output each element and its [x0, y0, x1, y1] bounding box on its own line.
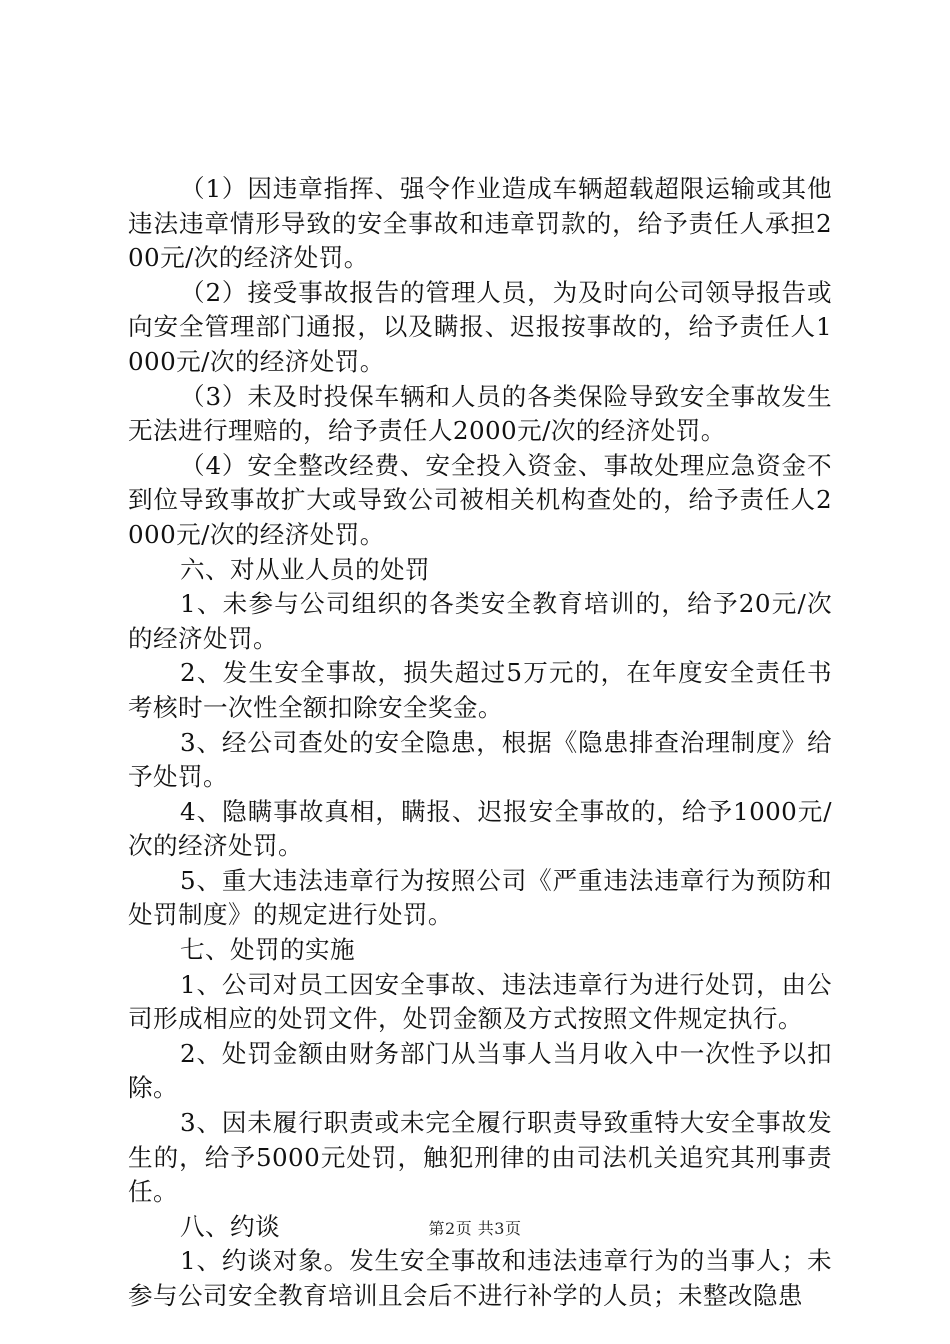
paragraph-staff-2: 2、发生安全事故，损失超过5万元的，在年度安全责任书考核时一次性全额扣除安全奖金。 — [128, 658, 832, 722]
section-heading-6: 六、对从业人员的处罚 — [180, 554, 430, 584]
paragraph-penalty-2: （2）接受事故报告的管理人员，为及时向公司领导报告或向安全管理部门通报，以及瞒报、迟报按事故的，给予责任人1000元/次的经济处罚。 — [128, 277, 832, 376]
paragraph-implementation-3: 3、因未履行职责或未完全履行职责导致重特大安全事故发生的，给予5000元处罚，触犯刑律的由司法机关追究其刑事责任。 — [128, 1108, 832, 1207]
paragraph-staff-4: 4、隐瞒事故真相，瞒报、迟报安全事故的，给予1000元/次的经济处罚。 — [128, 796, 832, 861]
section-heading-7: 七、处罚的实施 — [180, 935, 355, 965]
paragraph-interview-1: 1、约谈对象。发生安全事故和违法违章行为的当事人；未参与公司安全教育培训且会后不进行补学的人员；未整改隐患 — [128, 1246, 832, 1310]
paragraph-penalty-1: （1）因违章指挥、强令作业造成车辆超载超限运输或其他违法违章情形导致的安全事故和违章罚款的，给予责任人承担200元/次的经济处罚。 — [128, 174, 832, 273]
paragraph-penalty-4: （4）安全整改经费、安全投入资金、事故处理应急资金不到位导致事故扩大或导致公司被相关机构查处的，给予责任人2000元/次的经济处罚。 — [128, 450, 832, 549]
document-body — [128, 172, 832, 1314]
section-heading-8: 八、约谈 — [180, 1211, 280, 1241]
paragraph-staff-5: 5、重大违法违章行为按照公司《严重违法违章行为预防和处罚制度》的规定进行处罚。 — [128, 865, 832, 930]
paragraph-staff-3: 3、经公司查处的安全隐患，根据《隐患排查治理制度》给予处罚。 — [128, 727, 832, 792]
paragraph-implementation-2: 2、处罚金额由财务部门从当事人当月收入中一次性予以扣除。 — [128, 1038, 832, 1103]
paragraph-staff-1: 1、未参与公司组织的各类安全教育培训的，给予20元/次的经济处罚。 — [128, 589, 832, 653]
page-number-footer: 第2页 共3页 — [428, 1219, 522, 1238]
paragraph-implementation-1: 1、公司对员工因安全事故、违法违章行为进行处罚，由公司形成相应的处罚文件，处罚金额及方式按照文件规定执行。 — [128, 969, 832, 1034]
paragraph-penalty-3: （3）未及时投保车辆和人员的各类保险导致安全事故发生无法进行理赔的，给予责任人2000元/次的经济处罚。 — [128, 381, 832, 446]
